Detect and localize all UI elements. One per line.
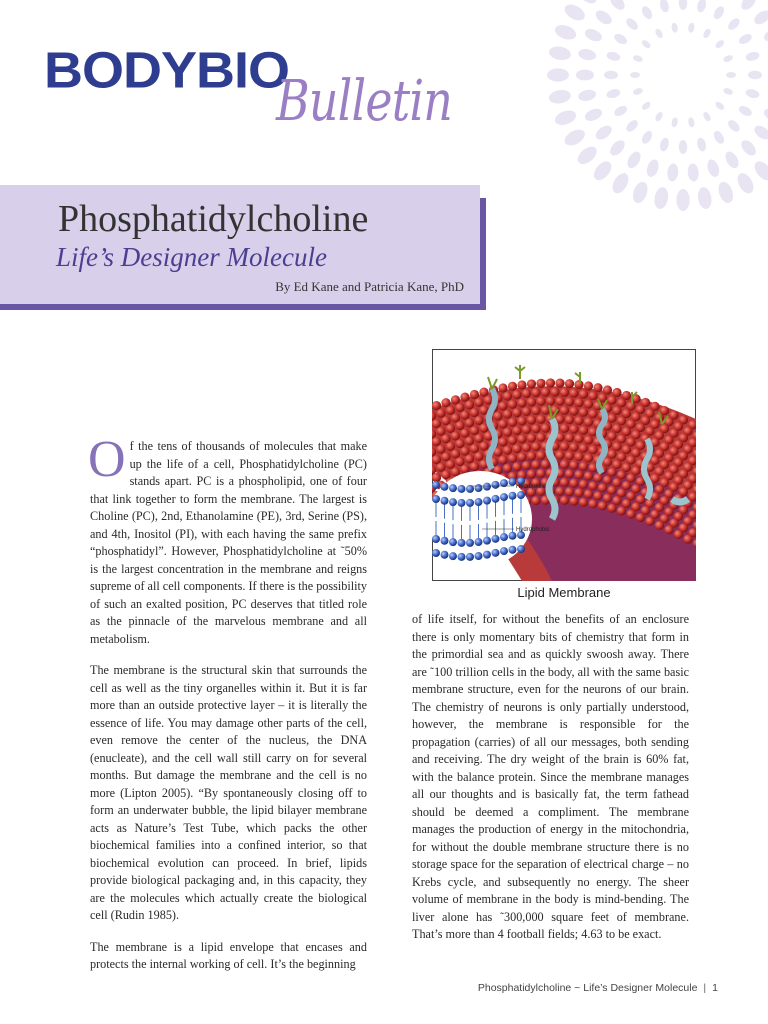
publication-name: Bulletin (276, 69, 453, 134)
paragraph-4: of life itself, for without the benefits of an enclosure there is only momentary bits of chemistry that form in the primordial sea and as quickly swoosh away. There are ˜100 trillion cells in the body, all with the same basic membrane structure, even for the neurons of our brain. The chemistry of neurons is only partially understood, however, the membrane is responsible for the propagation (carries) of all our messages, both sending and receiving. The dry weight of the brain is 60% fat, with the balance protein. Since the membrane manages all our thoughts and is basically fat, the term fathead should be deemed a compliment. The membrane manages the production of energy in the mitochondria, for without the double membrane structure there is no storage space for the separation of electrical charge – no Krebs cycle, and subsequently no energy. The sheer volume of membrane in the body is mind-bending. The liver alone has ˜300,000 square feet of membrane. That’s more than 4 football fields; 4.63 to be exact. (412, 612, 689, 941)
paragraph-1-text: f the tens of thousands of molecules that make up the life of a cell, Phosphatidylcholine (PC) stands apart. PC is a phospholipid, one of four that link together to form the membrane. The largest is Choline (PC), 2nd, Ethanolamine (PE), 3rd, Serine (PS), and 4th, Inositol (PI), with each having the same prefix “phosphatidyl”. However, Phosphatidylcholine at ˜50% is the largest concentration in the membrane and reigns supreme of all cell components. If there is the possibility of such an exalted position, PC deserves that titled role as the pinnacle of the marvelous membrane and all metabolism. (90, 439, 367, 646)
article-title: Phosphatidylcholine (58, 198, 369, 240)
drop-cap: O (88, 431, 126, 488)
title-banner (0, 185, 480, 304)
footer-separator: | (703, 982, 707, 994)
paragraph-1 (88, 431, 367, 648)
left-column (88, 431, 367, 988)
paragraph-3: The membrane is a lipid envelope that encases and protects the internal working of cell. It’s the beginning (90, 939, 367, 971)
decorative-rosette (538, 0, 768, 220)
hydrophilic-label: Hydrophilic (516, 484, 546, 490)
page-footer (478, 982, 718, 994)
masthead-logo (44, 40, 484, 140)
lipid-membrane-illustration (432, 349, 696, 581)
hydrophobic-label: Hydrophobic (516, 527, 550, 533)
page-number: 1 (712, 982, 718, 994)
article-subtitle: Life’s Designer Molecule (56, 242, 327, 272)
article-byline: By Ed Kane and Patricia Kane, PhD (275, 279, 464, 294)
running-title: Phosphatidylcholine ~ Life’s Designer Molecule (477, 982, 698, 994)
brand-name: BODYBIO (44, 41, 290, 99)
figure-caption: Lipid Membrane (517, 585, 611, 600)
right-column (412, 611, 689, 958)
paragraph-2: The membrane is the structural skin that surrounds the cell as well as the tiny organelles within it. But it is far more than an outside protective layer – it is literally the essence of life. You may damage other parts of the cell, even remove the center of the nucleus, the DNA (enucleate), and the cell wall still carry on for several months. But damage the membrane and the cell is no more (Lipton 2005). “By spontaneously closing off to form an underwater bubble, the lipid bilayer membrane acts as Nature’s Test Tube, which packs the other biochemical families into a confined interior, so that biochemical evolution can proceed. In brief, lipids provide biological packaging and, in this capacity, they are the molecules which actually create the biological cell (Rudin 1985). (90, 663, 367, 922)
